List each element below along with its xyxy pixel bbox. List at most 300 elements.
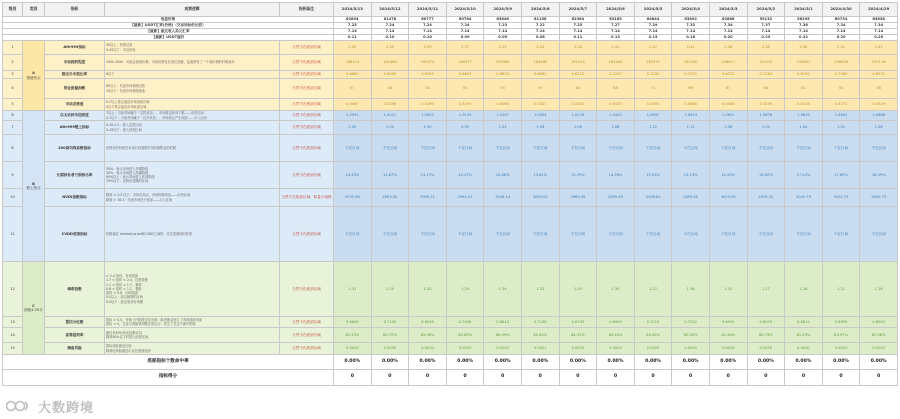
cell-value[interactable]: 不在区间: [822, 135, 860, 162]
cell-value[interactable]: 7.14: [672, 29, 710, 35]
cell-value[interactable]: 1.0432: [597, 111, 635, 121]
cell-value[interactable]: 0.6972: [860, 71, 898, 79]
cell-value[interactable]: 不在区间: [484, 135, 522, 162]
cell-value[interactable]: 3042.79: [785, 189, 823, 207]
cell-value[interactable]: 161514: [559, 55, 597, 71]
indicator-name[interactable]: 长期持有者亏损持币率: [45, 162, 105, 189]
cell-value[interactable]: 不在区间: [672, 135, 710, 162]
cell-value[interactable]: 1.01: [822, 121, 860, 135]
cell-value[interactable]: 1.21: [822, 262, 860, 317]
cell-value[interactable]: 0.5467: [334, 99, 372, 111]
cell-value[interactable]: 62364: [559, 17, 597, 23]
hit-rate-value[interactable]: 0.00%: [409, 355, 447, 370]
cell-value[interactable]: 15.13%: [672, 162, 710, 189]
cell-value[interactable]: 0.6732: [785, 71, 823, 79]
hit-rate-value[interactable]: 0.00%: [484, 355, 522, 370]
cell-value[interactable]: 68: [597, 79, 635, 99]
cell-value[interactable]: 14.88%: [484, 162, 522, 189]
cell-value[interactable]: 17.69%: [822, 162, 860, 189]
cell-value[interactable]: 57: [334, 79, 372, 99]
cell-value[interactable]: 1.06: [860, 121, 898, 135]
cell-value[interactable]: 3102.75: [822, 189, 860, 207]
score-value[interactable]: 0: [521, 370, 559, 386]
header-note[interactable]: 指标备注: [280, 3, 334, 17]
cell-value[interactable]: 153384: [484, 55, 522, 71]
cell-value[interactable]: 0.6722: [559, 71, 597, 79]
cell-value[interactable]: 0.6813: [484, 317, 522, 328]
cell-value[interactable]: 7.34: [709, 23, 747, 29]
cell-value[interactable]: 0.10: [409, 35, 447, 41]
cell-value[interactable]: 0.08: [521, 35, 559, 41]
cell-value[interactable]: 7.14: [409, 29, 447, 35]
cell-value[interactable]: 不在区间: [334, 135, 372, 162]
cell-value[interactable]: 0.0020: [371, 343, 409, 355]
cell-value[interactable]: 82.79%: [371, 328, 409, 343]
cell-value[interactable]: 0.5327: [521, 99, 559, 111]
cell-value[interactable]: 7.24: [371, 23, 409, 29]
cell-value[interactable]: 0.0020: [446, 343, 484, 355]
cell-value[interactable]: 61158: [521, 17, 559, 23]
cell-value[interactable]: 0.7105: [371, 317, 409, 328]
cell-value[interactable]: 0.0020: [709, 343, 747, 355]
cell-value[interactable]: 7.24: [446, 23, 484, 29]
cell-value[interactable]: 0.6555: [371, 71, 409, 79]
cell-value[interactable]: 157116: [860, 55, 898, 71]
score-value[interactable]: 0: [672, 370, 710, 386]
cell-value[interactable]: 2893.20: [371, 189, 409, 207]
cell-value[interactable]: 不在区间: [484, 207, 522, 262]
cell-value[interactable]: 63165: [597, 17, 635, 23]
cell-value[interactable]: 1.04: [747, 121, 785, 135]
cell-value[interactable]: 1.08: [597, 121, 635, 135]
cell-value[interactable]: 1.0278: [559, 111, 597, 121]
cell-value[interactable]: 60784: [446, 17, 484, 23]
cell-value[interactable]: 1.29: [446, 262, 484, 317]
cell-value[interactable]: 1.06: [559, 121, 597, 135]
cell-value[interactable]: 不在区间: [446, 135, 484, 162]
cell-value[interactable]: 16.39%: [860, 162, 898, 189]
cell-value[interactable]: 0.7138: [521, 317, 559, 328]
hit-rate-value[interactable]: 0.00%: [634, 355, 672, 370]
score-value[interactable]: 0: [634, 370, 672, 386]
cell-value[interactable]: 1.25: [709, 262, 747, 317]
cell-value[interactable]: 不在区间: [860, 135, 898, 162]
cell-value[interactable]: 7.37: [747, 23, 785, 29]
cell-value[interactable]: 154851: [785, 55, 823, 71]
cell-value[interactable]: 56: [371, 79, 409, 99]
header-date[interactable]: 2024/4/30: [822, 3, 860, 17]
cell-value[interactable]: 7.32: [672, 23, 710, 29]
cell-value[interactable]: 不在区间: [597, 207, 635, 262]
cell-value[interactable]: 0.5276: [747, 99, 785, 111]
cell-value[interactable]: 不在区间: [446, 207, 484, 262]
indicator-name[interactable]: 稳定币市值比率: [45, 71, 105, 79]
header-date[interactable]: 2024/5/9: [484, 3, 522, 17]
cell-value[interactable]: 不在区间: [634, 135, 672, 162]
cell-value[interactable]: 0.23: [747, 35, 785, 41]
cell-value[interactable]: 1.30: [597, 262, 635, 317]
cell-value[interactable]: 2670.22: [747, 189, 785, 207]
cell-value[interactable]: 82.83%: [521, 328, 559, 343]
cell-value[interactable]: 不在区间: [634, 207, 672, 262]
cell-value[interactable]: 2.38: [747, 41, 785, 55]
cell-value[interactable]: 不在区间: [334, 207, 372, 262]
cell-value[interactable]: 2.28: [559, 41, 597, 55]
cell-value[interactable]: 71: [634, 79, 672, 99]
cell-value[interactable]: 83.97%: [822, 328, 860, 343]
cell-value[interactable]: 61478: [371, 17, 409, 23]
cell-value[interactable]: 7.14: [446, 29, 484, 35]
cell-value[interactable]: 2900.21: [409, 189, 447, 207]
cell-value[interactable]: 0.5555: [634, 99, 672, 111]
score-value[interactable]: 0: [747, 370, 785, 386]
header-date[interactable]: 2024/5/2: [747, 3, 785, 17]
cell-value[interactable]: 2.41: [597, 41, 635, 55]
cell-value[interactable]: 7.14: [597, 29, 635, 35]
hit-rate-value[interactable]: 0.00%: [672, 355, 710, 370]
cell-value[interactable]: 83.49%: [634, 328, 672, 343]
cell-value[interactable]: 不在区间: [785, 135, 823, 162]
cell-value[interactable]: 2.20: [521, 41, 559, 55]
cell-value[interactable]: 不在区间: [521, 207, 559, 262]
cell-value[interactable]: 1.11: [634, 121, 672, 135]
cell-value[interactable]: 不在区间: [409, 207, 447, 262]
cell-value[interactable]: 0.7096: [446, 317, 484, 328]
score-value[interactable]: 0: [371, 370, 409, 386]
cell-value[interactable]: 2.45: [334, 41, 372, 55]
cell-value[interactable]: 0.5299: [409, 99, 447, 111]
cell-value[interactable]: 1.04: [785, 121, 823, 135]
cell-value[interactable]: 0.20: [822, 35, 860, 41]
cell-value[interactable]: 7.14: [484, 29, 522, 35]
score-value[interactable]: 0: [709, 370, 747, 386]
cell-value[interactable]: 7.14: [822, 29, 860, 35]
cell-value[interactable]: 81.33%: [785, 328, 823, 343]
cell-value[interactable]: 15.20%: [709, 162, 747, 189]
cell-value[interactable]: 7.34: [822, 23, 860, 29]
cell-value[interactable]: 1.26: [785, 262, 823, 317]
header-date[interactable]: 2024/5/3: [709, 3, 747, 17]
cell-value[interactable]: 1.0022: [409, 111, 447, 121]
cell-value[interactable]: 7.27: [597, 23, 635, 29]
cell-value[interactable]: 62894: [334, 17, 372, 23]
indicator-name[interactable]: 市场贪婪值: [45, 99, 105, 111]
cell-value[interactable]: 1.27: [747, 262, 785, 317]
cell-value[interactable]: 181484: [371, 55, 409, 71]
cell-value[interactable]: 不在区间: [409, 135, 447, 162]
hit-rate-value[interactable]: 0.00%: [334, 355, 372, 370]
cell-value[interactable]: 0.6904: [597, 317, 635, 328]
cell-value[interactable]: 不在区间: [860, 207, 898, 262]
score-value[interactable]: 0: [822, 370, 860, 386]
score-value[interactable]: 0: [860, 370, 898, 386]
cell-value[interactable]: 3196.61: [634, 189, 672, 207]
cell-value[interactable]: 7.25: [559, 23, 597, 29]
hit-rate-value[interactable]: 0.00%: [709, 355, 747, 370]
cell-value[interactable]: 1.08: [521, 121, 559, 135]
cell-value[interactable]: 156638: [822, 55, 860, 71]
indicator-name[interactable]: 置信分位数: [45, 317, 105, 328]
cell-value[interactable]: 7.14: [559, 29, 597, 35]
cell-value[interactable]: 0.5271: [822, 99, 860, 111]
cell-value[interactable]: 1.36: [672, 262, 710, 317]
cell-value[interactable]: 2.41: [822, 41, 860, 55]
cell-value[interactable]: 7.14: [521, 29, 559, 35]
indicator-name[interactable]: AHr999指标: [45, 41, 105, 55]
cell-value[interactable]: 0.0020: [409, 343, 447, 355]
cell-value[interactable]: 80.40%: [597, 328, 635, 343]
cell-value[interactable]: 不在区间: [559, 207, 597, 262]
cell-value[interactable]: 156671: [709, 55, 747, 71]
cell-value[interactable]: 0.0020: [860, 343, 898, 355]
cell-value[interactable]: 1.0091: [334, 111, 372, 121]
cell-value[interactable]: 0.7015: [634, 317, 672, 328]
hit-rate-value[interactable]: 0.00%: [371, 355, 409, 370]
hit-rate-value[interactable]: 0.00%: [521, 355, 559, 370]
cell-value[interactable]: 64844: [634, 17, 672, 23]
hit-rate-value[interactable]: 0.00%: [785, 355, 823, 370]
cell-value[interactable]: 0.0020: [597, 343, 635, 355]
indicator-name[interactable]: 以太坊持币趋势度: [45, 111, 105, 121]
cell-value[interactable]: 0.0021: [521, 343, 559, 355]
header-date[interactable]: 2024/5/10: [446, 3, 484, 17]
cell-value[interactable]: 0.0020: [634, 343, 672, 355]
cell-value[interactable]: 59: [521, 79, 559, 99]
hit-rate-value[interactable]: 0.00%: [747, 355, 785, 370]
cell-value[interactable]: 1.0021: [371, 111, 409, 121]
cell-value[interactable]: 1.0619: [785, 111, 823, 121]
cell-value[interactable]: 1.0637: [634, 111, 672, 121]
cell-value[interactable]: 7.22: [521, 23, 559, 29]
cell-value[interactable]: 55: [484, 79, 522, 99]
indicator-name[interactable]: 资金流量指数: [45, 79, 105, 99]
cell-value[interactable]: 1.30: [409, 262, 447, 317]
indicator-name[interactable]: 储备风险: [45, 343, 105, 355]
cell-value[interactable]: 14.67%: [371, 162, 409, 189]
cell-value[interactable]: 3050.63: [521, 189, 559, 207]
header-date[interactable]: 2024/5/5: [634, 3, 672, 17]
cell-value[interactable]: 1.0129: [446, 111, 484, 121]
indicator-name[interactable]: 高筹盈利率: [45, 328, 105, 343]
cell-value[interactable]: 1.0641: [822, 111, 860, 121]
cell-value[interactable]: 0.09: [446, 35, 484, 41]
cell-value[interactable]: 0.7022: [672, 317, 710, 328]
hit-rate-value[interactable]: 0.00%: [822, 355, 860, 370]
cell-value[interactable]: 0.5296: [371, 99, 409, 111]
cell-value[interactable]: 0.6722: [709, 71, 747, 79]
cell-value[interactable]: 不在区间: [785, 207, 823, 262]
cell-value[interactable]: 2931.58: [334, 189, 372, 207]
header-category[interactable]: 类别: [23, 3, 45, 17]
cell-value[interactable]: 67: [709, 79, 747, 99]
cell-value[interactable]: 2.39: [409, 41, 447, 55]
cell-value[interactable]: 2.47: [634, 41, 672, 55]
indicator-name[interactable]: AHr999链上指标: [45, 121, 105, 135]
cell-value[interactable]: 3023.39: [709, 189, 747, 207]
cell-value[interactable]: 80.73%: [747, 328, 785, 343]
cell-value[interactable]: 54: [822, 79, 860, 99]
score-value[interactable]: 0: [334, 370, 372, 386]
indicator-name[interactable]: 200周均线系数指标: [45, 135, 105, 162]
cell-value[interactable]: 84.31%: [559, 328, 597, 343]
cell-value[interactable]: 1.31: [334, 262, 372, 317]
cell-value[interactable]: 83.08%: [409, 328, 447, 343]
cell-value[interactable]: 0.6649: [334, 317, 372, 328]
cell-value[interactable]: 63838: [860, 17, 898, 23]
cell-value[interactable]: 2.48: [709, 41, 747, 55]
header-date[interactable]: 2024/5/6: [597, 3, 635, 17]
cell-value[interactable]: 7.25: [334, 23, 372, 29]
cell-value[interactable]: 60777: [409, 17, 447, 23]
cell-value[interactable]: 0.7237: [597, 71, 635, 79]
cell-value[interactable]: 69: [672, 79, 710, 99]
cell-value[interactable]: 0.6812: [785, 317, 823, 328]
cell-value[interactable]: 0.11: [334, 35, 372, 41]
cell-value[interactable]: 不在区间: [521, 135, 559, 162]
cell-value[interactable]: 0.5686: [672, 99, 710, 111]
cell-value[interactable]: 2.41: [672, 41, 710, 55]
cell-value[interactable]: 165345: [597, 55, 635, 71]
cell-value[interactable]: 0.7082: [822, 71, 860, 79]
cell-value[interactable]: 1.0651: [709, 111, 747, 121]
cell-value[interactable]: 0.6995: [822, 317, 860, 328]
cell-value[interactable]: 1.0613: [672, 111, 710, 121]
cell-value[interactable]: 64: [559, 79, 597, 99]
header-indicator[interactable]: 指标: [45, 3, 105, 17]
cell-value[interactable]: 0.0020: [747, 343, 785, 355]
score-value[interactable]: 0: [559, 370, 597, 386]
cell-value[interactable]: 不在区间: [371, 135, 409, 162]
cell-value[interactable]: 7.23: [484, 23, 522, 29]
cell-value[interactable]: 188214: [334, 55, 372, 71]
cell-value[interactable]: 17.20%: [785, 162, 823, 189]
cell-value[interactable]: 1.0247: [484, 111, 522, 121]
cell-value[interactable]: 1.34: [484, 262, 522, 317]
cell-value[interactable]: 不在区间: [747, 207, 785, 262]
cell-value[interactable]: 84.99%: [484, 328, 522, 343]
cell-value[interactable]: 0.6929: [409, 317, 447, 328]
header-date[interactable]: 2024/4/29: [860, 3, 898, 17]
cell-value[interactable]: 1.00: [409, 121, 447, 135]
cell-value[interactable]: 7.14: [371, 29, 409, 35]
cell-value[interactable]: 0.5433: [597, 99, 635, 111]
cell-value[interactable]: 2900.73: [860, 189, 898, 207]
cell-value[interactable]: 7.14: [785, 29, 823, 35]
cell-value[interactable]: 0.13: [597, 35, 635, 41]
cell-value[interactable]: 2.39: [371, 41, 409, 55]
cell-value[interactable]: 0.11: [559, 35, 597, 41]
header-logic[interactable]: 观察逻辑: [105, 3, 280, 17]
cell-value[interactable]: 不在区间: [822, 207, 860, 262]
cell-value[interactable]: 2.47: [860, 41, 898, 55]
header-date[interactable]: 2024/5/1: [785, 3, 823, 17]
cell-value[interactable]: 7.36: [785, 23, 823, 29]
cell-value[interactable]: 0.0021: [822, 343, 860, 355]
cell-value[interactable]: 0.7025: [672, 71, 710, 79]
cell-value[interactable]: 7.14: [634, 29, 672, 35]
cell-value[interactable]: 1.27: [634, 262, 672, 317]
cell-value[interactable]: 16.62%: [747, 162, 785, 189]
cell-value[interactable]: 165371: [634, 55, 672, 71]
cell-value[interactable]: 1.29: [371, 262, 409, 317]
header-date[interactable]: 2024/5/4: [672, 3, 710, 17]
cell-value[interactable]: 1.26: [860, 262, 898, 317]
header-level[interactable]: 级别: [3, 3, 23, 17]
cell-value[interactable]: 14.17%: [409, 162, 447, 189]
cell-value[interactable]: 0.6692: [521, 71, 559, 79]
cell-value[interactable]: 60734: [822, 17, 860, 23]
indicator-name[interactable]: CVDD底部指标: [45, 207, 105, 262]
cell-value[interactable]: 0.0020: [785, 343, 823, 355]
score-value[interactable]: 0: [785, 370, 823, 386]
cell-value[interactable]: 63892: [672, 17, 710, 23]
header-date[interactable]: 2024/5/13: [334, 3, 372, 17]
cell-value[interactable]: 1.0304: [521, 111, 559, 121]
hit-rate-value[interactable]: 0.00%: [559, 355, 597, 370]
cell-value[interactable]: 1.32: [521, 262, 559, 317]
cell-value[interactable]: 不在区间: [559, 135, 597, 162]
cell-value[interactable]: 不在区间: [709, 135, 747, 162]
cell-value[interactable]: 0.6745: [559, 317, 597, 328]
cell-value[interactable]: 0.20: [860, 35, 898, 41]
cell-value[interactable]: 0.6979: [747, 317, 785, 328]
cell-value[interactable]: 不在区间: [597, 135, 635, 162]
cell-value[interactable]: 62888: [709, 17, 747, 23]
cell-value[interactable]: 161220: [672, 55, 710, 71]
cell-value[interactable]: 1.01: [484, 121, 522, 135]
cell-value[interactable]: 0.6661: [334, 71, 372, 79]
cell-value[interactable]: 60: [747, 79, 785, 99]
cell-value[interactable]: 0.0020: [672, 343, 710, 355]
cell-value[interactable]: 0.5216: [785, 99, 823, 111]
cell-value[interactable]: 61: [785, 79, 823, 99]
cell-value[interactable]: 1.0676: [747, 111, 785, 121]
cell-value[interactable]: 1.08: [709, 121, 747, 135]
cell-value[interactable]: 2895.63: [597, 189, 635, 207]
cell-value[interactable]: 0.5329: [860, 99, 898, 111]
score-value[interactable]: 0: [484, 370, 522, 386]
cell-value[interactable]: 7.14: [747, 29, 785, 35]
cell-value[interactable]: 3256.14: [484, 189, 522, 207]
cell-value[interactable]: 0.6633: [484, 71, 522, 79]
cell-value[interactable]: 不在区间: [747, 135, 785, 162]
hit-rate-value[interactable]: 0.00%: [597, 355, 635, 370]
score-value[interactable]: 0: [597, 370, 635, 386]
cell-value[interactable]: 0.20: [709, 35, 747, 41]
cell-value[interactable]: 0.18: [672, 35, 710, 41]
cell-value[interactable]: 7.14: [709, 29, 747, 35]
cell-value[interactable]: 80.34%: [672, 328, 710, 343]
header-date[interactable]: 2024/5/11: [409, 3, 447, 17]
cell-value[interactable]: 58295: [785, 17, 823, 23]
cell-value[interactable]: 15.55%: [634, 162, 672, 189]
cell-value[interactable]: 7.29: [634, 23, 672, 29]
cell-value[interactable]: 0.5065: [484, 99, 522, 111]
cell-value[interactable]: 0.09: [484, 35, 522, 41]
score-value[interactable]: 0: [409, 370, 447, 386]
cell-value[interactable]: 0.22: [785, 35, 823, 41]
cell-value[interactable]: 14.56%: [597, 162, 635, 189]
cell-value[interactable]: 7.14: [334, 29, 372, 35]
score-value[interactable]: 0: [446, 370, 484, 386]
cell-value[interactable]: 0.7232: [634, 71, 672, 79]
cell-value[interactable]: 81.28%: [709, 328, 747, 343]
cell-value[interactable]: 0.10: [371, 35, 409, 41]
cell-value[interactable]: 1.0668: [860, 111, 898, 121]
cell-value[interactable]: 82.98%: [860, 328, 898, 343]
cell-value[interactable]: 0.5259: [446, 99, 484, 111]
cell-value[interactable]: 0.7263: [747, 71, 785, 79]
